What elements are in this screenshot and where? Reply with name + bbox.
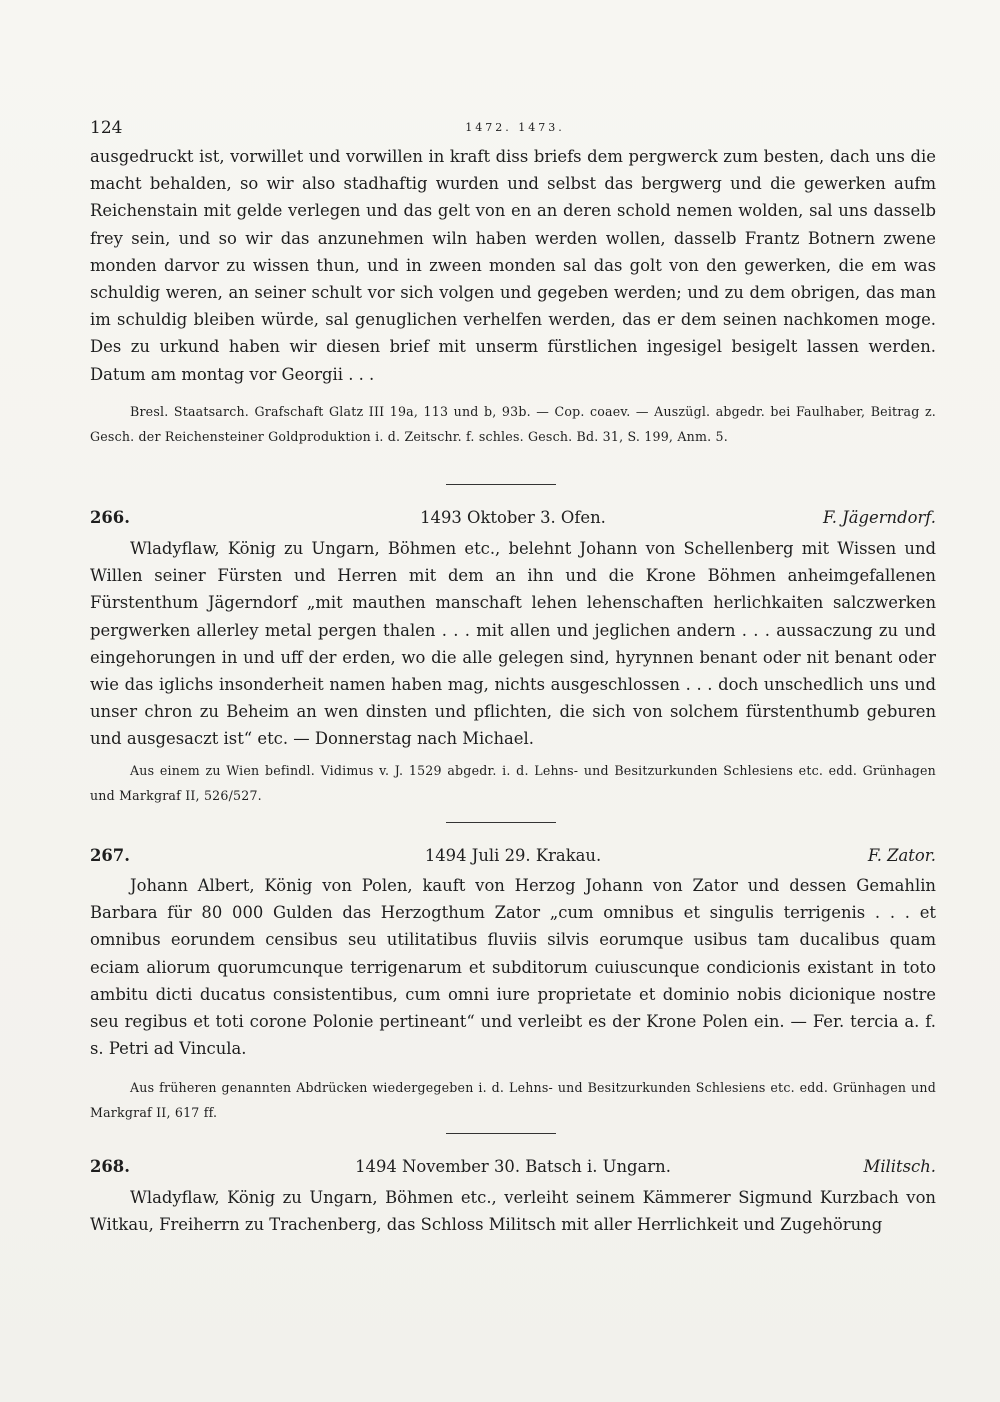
- entry-267-source-note: Aus früheren genannten Abdrücken wiedergegeben i. d. Lehns- und Besitzurkunden Schlesiens etc. edd. Grünhagen und Markgraf II, 617 ff.: [90, 1080, 936, 1120]
- entry-place: Militsch.: [863, 1157, 936, 1176]
- page-header: [90, 118, 940, 144]
- continuation-source-note: Bresl. Staatsarch. Grafschaft Glatz III 19a, 113 und b, 93b. — Cop. coaev. — Auszügl. abgedr. bei Faulhaber, Beitrag z. Gesch. der Reichensteiner Goldproduktion i. d. Zeitschr. f. schles. Gesch. Bd. 31, S. 199, Anm. 5.: [90, 404, 936, 444]
- entry-place: F. Zator.: [867, 846, 936, 865]
- continuation-text: ausgedruckt ist, vorwillet und vorwillen in kraft diss briefs dem pergwerck zum besten, dach uns die macht behalden, so wir also stadhaftig wurden und selbst das bergwerg und die gewerken aufm Reichenstain mit gelde verlegen und das gelt von en an deren schold nemen wolden, sal uns dasselb frey sein, und so wir das anzunehmen wiln haben werden wollen, dasselb Frantz Botnern zwene monden darvor zu wissen thun, und in zween monden sal das golt von den gewerken, die em was schuldig weren, an seiner schult vor sich volgen und gegeben werden; und zu dem obrigen, das man im schuldig bleiben würde, sal genuglichen verhelfen werden, das er dem seinen nachkomen moge. Des zu urkund haben wir diesen brief mit unserm fürstlichen ingesigel besigelt lassen werden. Datum am montag vor Georgii . . .: [90, 147, 936, 384]
- page-number: 124: [90, 118, 123, 138]
- entry-266-source-note: Aus einem zu Wien befindl. Vidimus v. J. 1529 abgedr. i. d. Lehns- und Besitzurkunden Schlesiens etc. edd. Grünhagen und Markgraf II, 526/527.: [90, 763, 936, 803]
- running-head: 1472. 1473.: [465, 121, 565, 134]
- entry-number: 268.: [90, 1157, 130, 1176]
- entry-268-text: Wladyflaw, König zu Ungarn, Böhmen etc., verleiht seinem Kämmerer Sigmund Kurzbach von Witkau, Freiherrn zu Trachenberg, das Schloss Militsch mit aller Herrlichkeit und Zugehörung: [90, 1188, 936, 1235]
- entry-number: 267.: [90, 846, 130, 865]
- entry-date: 1494 Juli 29. Krakau.: [424, 846, 602, 865]
- entry-267-text: Johann Albert, König von Polen, kauft von Herzog Johann von Zator und dessen Gemahlin Barbara für 80 000 Gulden das Herzogthum Zator „cum omnibus et singulis terrigenis . . . et omnibus eorundem censibus seu utilitatibus fluviis silvis eorumque usibus tam ducalibus quam eciam aliorum quorumcunque terrigenarum et subditorum cuiuscunque condicionis existant in toto ambitu dicti ducatus consistentibus, cum omni iure proprietate et dominio nobis dicionique nostre seu regibus et toti corone Polonie pertineant“ und verleibt es der Krone Polen ein. — Fer. tercia a. f. s. Petri ad Vincula.: [90, 876, 936, 1059]
- separator-rule: [446, 1133, 556, 1134]
- entry-number: 266.: [90, 508, 130, 527]
- entry-266-heading: [90, 508, 936, 532]
- separator-rule: [446, 484, 556, 485]
- entry-268-heading: [90, 1157, 936, 1181]
- entry-267-heading: [90, 846, 936, 870]
- entry-place: F. Jägerndorf.: [822, 508, 936, 527]
- entry-date: 1493 Oktober 3. Ofen.: [420, 508, 606, 527]
- separator-rule: [446, 822, 556, 823]
- entry-date: 1494 November 30. Batsch i. Ungarn.: [355, 1157, 671, 1176]
- entry-266-text: Wladyflaw, König zu Ungarn, Böhmen etc., belehnt Johann von Schellenberg mit Wissen und Willen seiner Fürsten und Herren mit dem an ihn und die Krone Böhmen anheimgefallenen Fürstenthum Jägerndorf „mit mauthen manschaft lehen lehenschaften herlichkaiten salczwerken pergwerken allerley metal pergen thalen . . . mit allen und jeglichen andern . . . aussaczung zu und eingehorungen in und uff der erden, wo die alle gelegen sind, hyrynnen benant oder nit benant oder wie das iglichs insonderheit namen haben mag, nichts ausgeschlossen . . . doch unschedlich uns und unser chron zu Beheim an wen dinsten und pflichten, die sich von solchem fürstenthumb geburen und ausgesaczt ist“ etc. — Donnerstag nach Michael.: [90, 539, 936, 749]
